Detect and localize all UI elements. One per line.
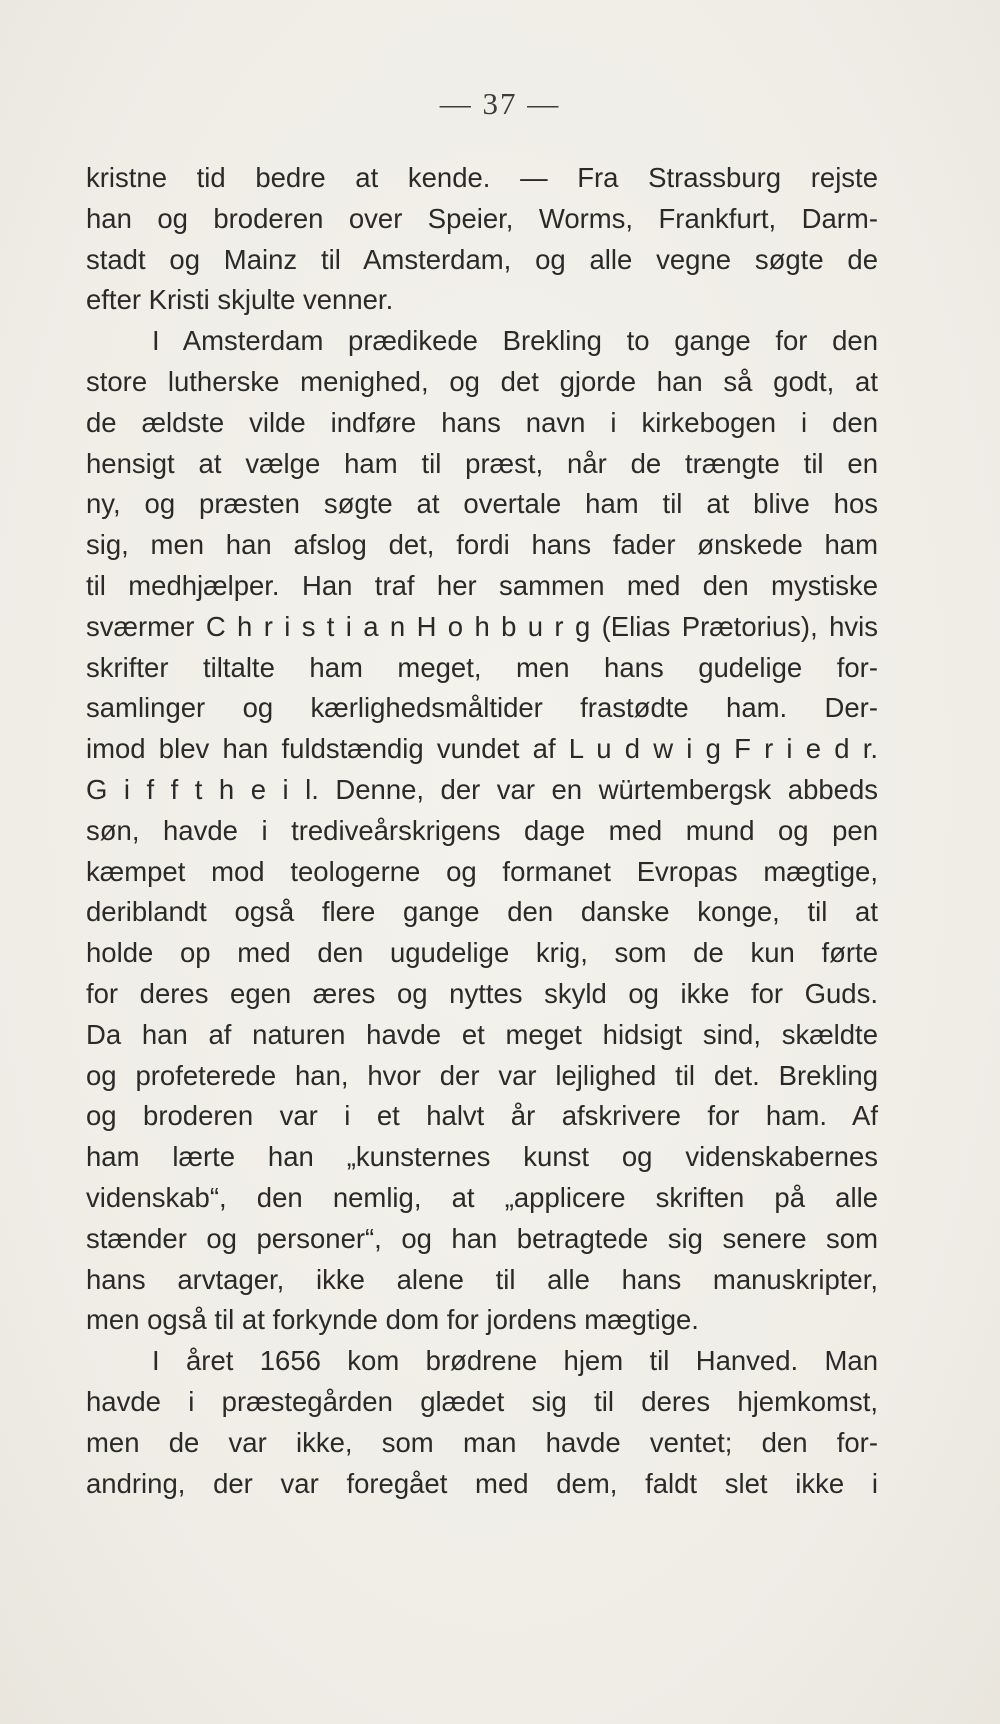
- text-line: hensigt at vælge ham til præst, når de trængte til en: [86, 447, 878, 479]
- text-line: kæmpet mod teologerne og formanet Evropas mægtige,: [86, 855, 878, 887]
- text-line: imod blev han fuldstændig vundet af L u d w i g F r i e d r.: [86, 733, 878, 765]
- text-line: for deres egen æres og nyttes skyld og ikke for Guds.: [86, 977, 878, 1009]
- text-line: havde i præstegården glædet sig til deres hjemkomst,: [86, 1385, 878, 1417]
- text-line: I Amsterdam prædikede Brekling to gange for den: [152, 325, 878, 357]
- text-line: andring, der var foregået med dem, faldt slet ikke i: [86, 1467, 878, 1499]
- text-line: ny, og præsten søgte at overtale ham til at blive hos: [86, 488, 878, 520]
- text-line: til medhjælper. Han traf her sammen med den mystiske: [86, 569, 878, 601]
- text-line: stænder og personer“, og han betragtede sig senere som: [86, 1222, 878, 1254]
- text-line: sværmer C h r i s t i a n H o h b u r g (Elias Prætorius), hvis: [86, 610, 878, 642]
- page-number: — 37 —: [439, 86, 561, 121]
- text-line: skrifter tiltalte ham meget, men hans gudelige for-: [86, 651, 878, 683]
- text-line: G i f f t h e i l. Denne, der var en würtembergsk abbeds: [86, 773, 878, 805]
- text-line: kristne tid bedre at kende. — Fra Strassburg rejste: [86, 162, 878, 193]
- text-line: efter Kristi skjulte venner.: [86, 284, 394, 316]
- text-line: store lutherske menighed, og det gjorde han så godt, at: [86, 365, 878, 397]
- text-line: og profeterede han, hvor der var lejlighed til det. Brekling: [86, 1059, 878, 1091]
- text-line: videnskab“, den nemlig, at „applicere skriften på alle: [86, 1181, 878, 1213]
- text-line: søn, havde i trediveårskrigens dage med mund og pen: [86, 814, 878, 846]
- text-line: men også til at forkynde dom for jordens mægtige.: [86, 1304, 699, 1336]
- text-line: hans arvtager, ikke alene til alle hans manuskripter,: [86, 1263, 878, 1295]
- text-line: stadt og Mainz til Amsterdam, og alle vegne søgte de: [86, 243, 878, 275]
- text-line: holde op med den ugudelige krig, som de kun førte: [86, 937, 878, 969]
- text-line: men de var ikke, som man havde ventet; den for-: [86, 1426, 878, 1458]
- body-text: [86, 158, 878, 1504]
- text-line: og broderen var i et halvt år afskrivere for ham. Af: [86, 1100, 878, 1132]
- text-line: I året 1656 kom brødrene hjem til Hanved. Man: [152, 1345, 878, 1377]
- text-line: ham lærte han „kunsternes kunst og videnskabernes: [86, 1141, 878, 1173]
- text-line: samlinger og kærlighedsmåltider frastødte ham. Der-: [86, 692, 878, 724]
- text-line: de ældste vilde indføre hans navn i kirkebogen i den: [86, 406, 878, 438]
- text-line: han og broderen over Speier, Worms, Frankfurt, Darm-: [86, 202, 878, 234]
- text-line: Da han af naturen havde et meget hidsigt sind, skældte: [86, 1018, 878, 1050]
- text-line: deriblandt også flere gange den danske konge, til at: [86, 896, 878, 928]
- text-line: sig, men han afslog det, fordi hans fader ønskede ham: [86, 529, 878, 561]
